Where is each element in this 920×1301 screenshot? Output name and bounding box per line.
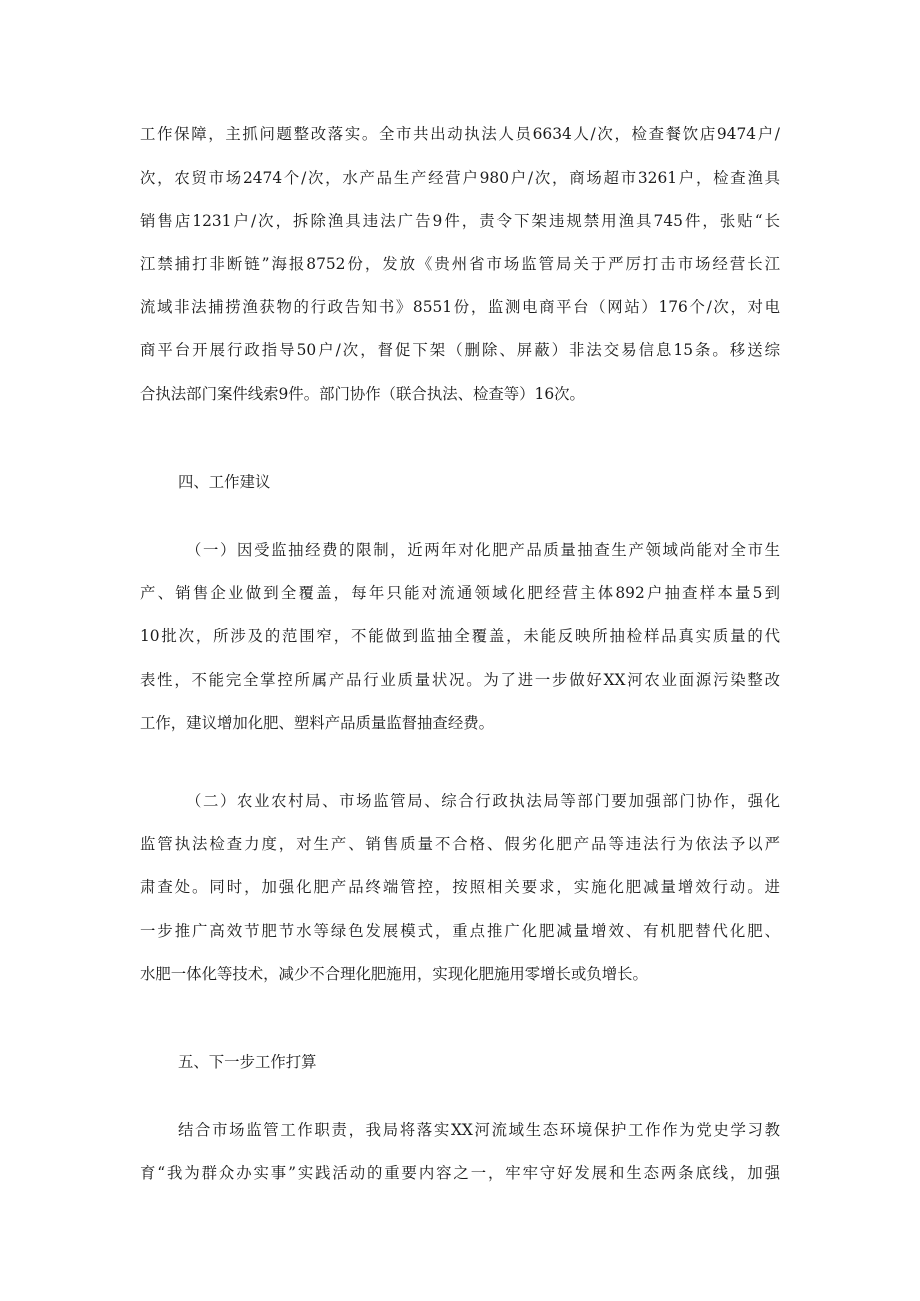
text-line: 工作，建议增加化肥、塑料产品质量监督抽查经费。	[140, 714, 494, 732]
text-line: 一步推广高效节肥节水等绿色发展模式，重点推广化肥减量增效、有机肥替代化肥、	[140, 922, 780, 940]
text-line: （一）因受监抽经费的限制，近两年对化肥产品质量抽查生产领域尚能对全市生	[186, 541, 780, 559]
text-line: 产、销售企业做到全覆盖，每年只能对流通领域化肥经营主体892户抽查样本量5到	[140, 584, 780, 602]
text-line: 表性，不能完全掌控所属产品行业质量状况。为了进一步做好XX河农业面源污染整改	[140, 671, 780, 689]
section-heading: 五、下一步工作打算	[178, 1053, 317, 1071]
text-line: 销售店1231户/次，拆除渔具违法广告9件，责令下架违规禁用渔具745件，张贴“长	[140, 212, 780, 230]
text-line: 肃查处。同时，加强化肥产品终端管控，按照相关要求，实施化肥减量增效行动。进	[140, 878, 780, 896]
text-line: 流域非法捕捞渔获物的行政告知书》8551份，监测电商平台（网站）176个/次，对电	[140, 298, 780, 316]
text-line: 育“我为群众办实事”实践活动的重要内容之一，牢牢守好发展和生态两条底线，加强	[140, 1164, 780, 1182]
text-line: 结合市场监管工作职责，我局将落实XX河流域生态环境保护工作作为党史学习教	[178, 1121, 780, 1139]
text-line: 江禁捕打非断链”海报8752份，发放《贵州省市场监管局关于严厉打击市场经营长江	[140, 255, 780, 273]
text-line: 商平台开展行政指导50户/次，督促下架（删除、屏蔽）非法交易信息15条。移送综	[140, 341, 780, 359]
text-line: （二）农业农村局、市场监管局、综合行政执法局等部门要加强部门协作，强化	[186, 792, 780, 810]
section-heading: 四、工作建议	[178, 473, 271, 491]
text-line: 次，农贸市场2474个/次，水产品生产经营户980户/次，商场超市3261户，检查渔具	[140, 169, 780, 187]
text-line: 10批次，所涉及的范围窄，不能做到监抽全覆盖，未能反映所抽检样品真实质量的代	[140, 627, 780, 645]
text-line: 水肥一体化等技术，减少不合理化肥施用，实现化肥施用零增长或负增长。	[140, 965, 648, 983]
text-line: 合执法部门案件线索9件。部门协作（联合执法、检查等）16次。	[140, 385, 585, 403]
text-line: 监管执法检查力度，对生产、销售质量不合格、假劣化肥产品等违法行为依法予以严	[140, 835, 780, 853]
text-line: 工作保障，主抓问题整改落实。全市共出动执法人员6634人/次，检查餐饮店9474户/	[140, 125, 780, 143]
